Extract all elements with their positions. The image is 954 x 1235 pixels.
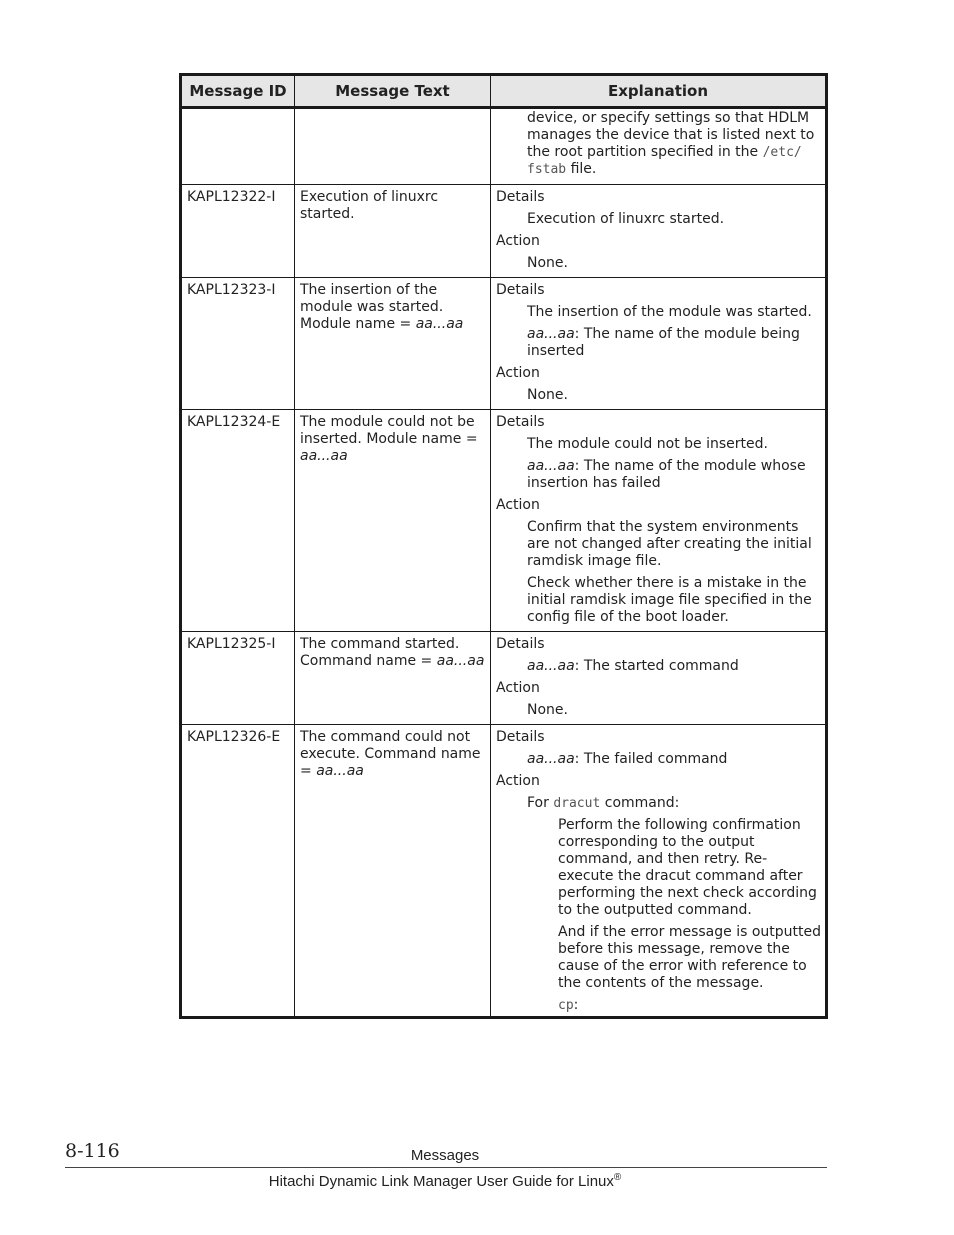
action-text: None.	[527, 702, 568, 718]
action-label: Action	[496, 233, 540, 249]
action-label: Action	[496, 365, 540, 381]
explanation-cell	[491, 632, 827, 725]
details-text: aa...aa: The name of the module being inserted	[527, 326, 800, 359]
action-text: cp:	[558, 997, 579, 1013]
message-id: KAPL12326-E	[181, 725, 295, 1018]
action-label: Action	[496, 773, 540, 789]
message-table	[179, 73, 828, 1019]
details-text: aa...aa: The name of the module whose insertion has failed	[527, 458, 806, 491]
table-header-row	[181, 75, 827, 108]
footer-title: Hitachi Dynamic Link Manager User Guide for Linux®	[268, 1172, 622, 1190]
action-text: Perform the following confirmation corresponding to the output command, and then retry. Re-execute the dracut command after performing the next check according to the outputted command.	[558, 817, 817, 918]
message-text: The module could not be inserted. Module name = aa...aa	[295, 410, 491, 632]
details-label: Details	[496, 189, 545, 205]
table-row	[181, 278, 827, 410]
action-text: None.	[527, 387, 568, 403]
message-text: The command could not execute. Command name = aa...aa	[295, 725, 491, 1018]
message-text: The command started. Command name = aa...aa	[295, 632, 491, 725]
action-label: Action	[496, 680, 540, 696]
message-id: KAPL12323-I	[181, 278, 295, 410]
details-text: aa...aa: The started command	[527, 658, 739, 674]
details-text: The module could not be inserted.	[527, 436, 768, 452]
message-id: KAPL12322-I	[181, 185, 295, 278]
action-text: And if the error message is outputted before this message, remove the cause of the error with reference to the contents of the message.	[558, 924, 821, 991]
details-text: The insertion of the module was started.	[527, 304, 812, 320]
table-row	[181, 185, 827, 278]
action-text: Confirm that the system environments are not changed after creating the initial ramdisk image file.	[527, 519, 812, 569]
action-text: For dracut command:	[527, 795, 680, 811]
message-id: KAPL12324-E	[181, 410, 295, 632]
message-id: KAPL12325-I	[181, 632, 295, 725]
table-row	[181, 108, 827, 185]
details-label: Details	[496, 636, 545, 652]
header-message-id: Message ID	[181, 75, 295, 108]
details-label: Details	[496, 414, 545, 430]
explanation-cell	[491, 108, 827, 185]
explanation-cell	[491, 410, 827, 632]
details-text: Execution of linuxrc started.	[527, 211, 725, 227]
explanation-cell	[491, 278, 827, 410]
details-label: Details	[496, 282, 545, 298]
footer-section: Messages	[410, 1147, 480, 1164]
explanation-cell	[491, 725, 827, 1018]
table-row	[181, 632, 827, 725]
message-text: Execution of linuxrc started.	[295, 185, 491, 278]
explanation-cell	[491, 185, 827, 278]
details-text: aa...aa: The failed command	[527, 751, 728, 767]
action-text: Check whether there is a mistake in the initial ramdisk image file specified in the config file of the boot loader.	[527, 575, 812, 625]
action-label: Action	[496, 497, 540, 513]
action-text: None.	[527, 255, 568, 271]
header-message-text: Message Text	[295, 75, 491, 108]
header-explanation: Explanation	[491, 75, 827, 108]
explanation-continued: device, or specify settings so that HDLM manages the device that is listed next to the root partition specified in the /etc/ fstab file.	[527, 110, 815, 177]
table-row	[181, 725, 827, 1018]
footer-divider	[65, 1167, 827, 1168]
page-number: 8-116	[65, 1140, 120, 1162]
table-row	[181, 410, 827, 632]
message-text: The insertion of the module was started. Module name = aa...aa	[295, 278, 491, 410]
details-label: Details	[496, 729, 545, 745]
